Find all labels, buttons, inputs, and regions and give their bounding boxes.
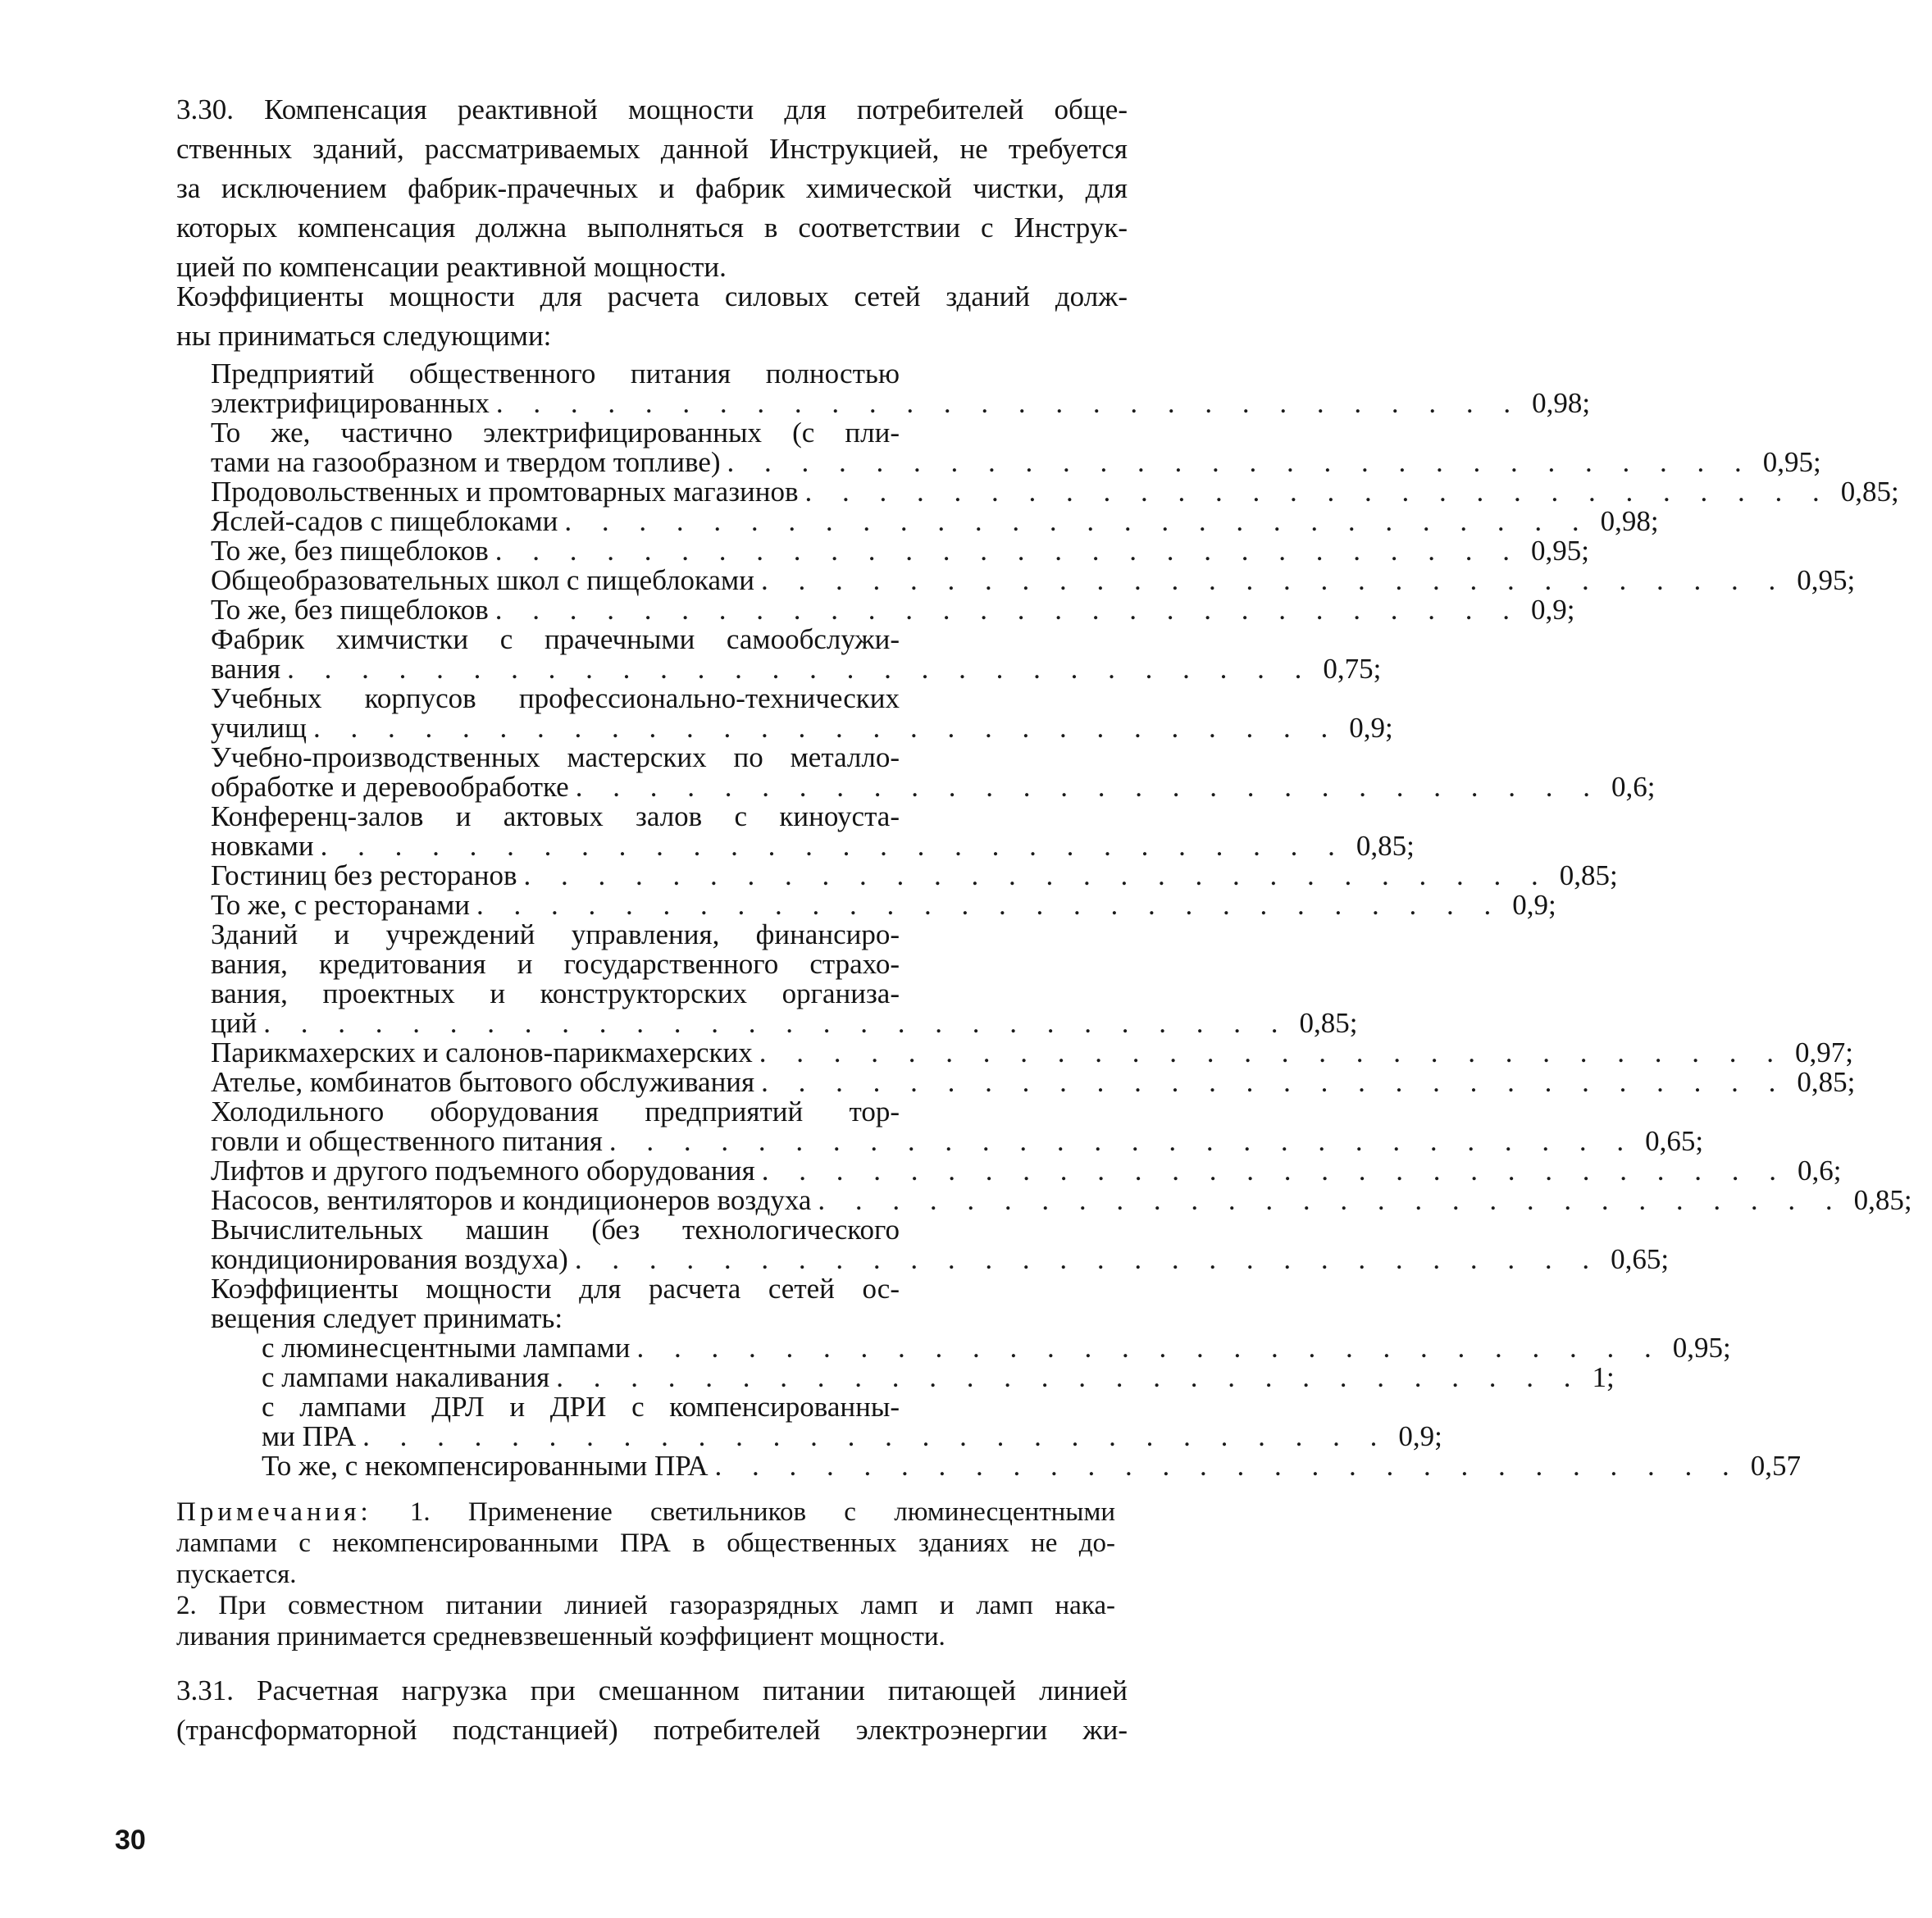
item-value-row	[211, 1243, 1670, 1275]
item-value-row	[211, 387, 1591, 419]
coefficient-item	[211, 564, 1856, 596]
dot-leader: . . . . . . . . . . . . . . . . . . . . . . . . . . . .	[476, 889, 1503, 921]
note-line: ливания принимается средневзвешенный коэффициент мощности.	[176, 1622, 945, 1651]
coefficient-item	[211, 1096, 1704, 1157]
item-value-row	[211, 1125, 1704, 1157]
coefficient-value: 1;	[1592, 1361, 1615, 1393]
coefficient-item	[211, 682, 1393, 744]
coefficient-item	[211, 417, 1821, 478]
dot-leader: . . . . . . . . . . . . . . . . . . . . . . . . . . . .	[761, 1155, 1788, 1187]
notes-label: Примечания:	[176, 1497, 372, 1527]
section-3-30	[176, 90, 1128, 287]
coefficient-value: 0,9;	[1398, 1420, 1442, 1452]
dot-leader: . . . . . . . . . . . . . . . . . . . . . . . . . . . .	[362, 1420, 1389, 1452]
item-text-line: училищ	[211, 712, 307, 744]
item-value-row	[211, 859, 1618, 891]
item-value-row	[211, 594, 1575, 626]
coefficient-item	[211, 1214, 1670, 1275]
dot-leader: . . . . . . . . . . . . . . . . . . . . . . . . . . . .	[608, 1125, 1636, 1157]
item-value-row	[211, 564, 1856, 596]
item-value-row	[262, 1450, 1802, 1482]
item-text-line: Коэффициенты мощности для расчета сетей ос-	[211, 1273, 900, 1305]
coefficient-list	[211, 358, 1912, 1482]
item-text-line: То же, без пищеблоков	[211, 535, 489, 567]
coefficient-value: 0,85;	[1840, 476, 1899, 508]
coefficient-value: 0,6;	[1611, 771, 1656, 803]
coefficient-item	[211, 623, 1382, 685]
coefficient-value: 0,6;	[1797, 1155, 1842, 1187]
item-text-line: Учебно-производственных мастерских по металло-	[211, 741, 900, 773]
dot-leader: . . . . . . . . . . . . . . . . . . . . . . . . . . . .	[263, 1007, 1290, 1039]
dot-leader: . . . . . . . . . . . . . . . . . . . . . . . . . . . .	[727, 446, 1753, 478]
dot-leader: . . . . . . . . . . . . . . . . . . . . . . . . . . . .	[312, 712, 1340, 744]
lighting-coefficient-item	[211, 1332, 1731, 1364]
item-value-row	[211, 505, 1659, 537]
dot-leader: . . . . . . . . . . . . . . . . . . . . . . . . . . . .	[759, 1036, 1785, 1068]
dot-leader: . . . . . . . . . . . . . . . . . . . . . . . . . . . .	[818, 1184, 1844, 1216]
text-line: которых компенсация должна выполняться в соответствии с Инструк-	[176, 212, 1128, 244]
item-value-row	[262, 1420, 1442, 1452]
coefficient-value: 0,57	[1750, 1450, 1802, 1482]
item-text-line: с люминесцентными лампами	[262, 1332, 631, 1364]
coefficient-value: 0,85;	[1797, 1066, 1856, 1098]
lighting-coefficient-item	[211, 1391, 1442, 1452]
coefficient-item	[211, 594, 1575, 626]
item-value-row	[211, 830, 1415, 862]
coefficient-value: 0,95;	[1672, 1332, 1731, 1364]
item-text-line: ми ПРА	[262, 1420, 357, 1452]
item-text-line: То же, с некомпенсированными ПРА	[262, 1450, 709, 1482]
item-text-line: Учебных корпусов профессионально-технических	[211, 682, 900, 714]
coefficient-value: 0,9;	[1512, 889, 1556, 921]
item-text-line: с лампами накаливания	[262, 1361, 550, 1393]
note-line: 2. При совместном питании линией газоразрядных ламп и ламп нака-	[176, 1591, 1115, 1620]
text-line: 3.30. Компенсация реактивной мощности для потребителей обще-	[176, 93, 1128, 125]
item-text-line: вания, проектных и конструкторских организа-	[211, 977, 900, 1009]
coefficient-item	[211, 1274, 1031, 1333]
item-text-line: Зданий и учреждений управления, финансиро-	[211, 918, 900, 950]
dot-leader: . . . . . . . . . . . . . . . . . . . . . . . . . . . .	[320, 830, 1346, 862]
coefficient-value: 0,98;	[1532, 387, 1591, 419]
item-value-row	[262, 1361, 1615, 1393]
item-text-line: Конференц-залов и актовых залов с киноуста-	[211, 800, 900, 832]
dot-leader: . . . . . . . . . . . . . . . . . . . . . . . . . . . .	[556, 1361, 1583, 1393]
coefficient-item	[211, 1036, 1853, 1068]
item-text-line: Продовольственных и промтоварных магазинов	[211, 476, 799, 508]
page-number: 30	[115, 1825, 146, 1856]
coefficients-intro	[176, 277, 1128, 356]
coefficient-value: 0,95;	[1531, 535, 1589, 567]
item-text-line: обработке и деревообработке	[211, 771, 569, 803]
text-line: (трансформаторной подстанцией) потребителей электроэнергии жи-	[176, 1714, 1128, 1746]
note-line: пускается.	[176, 1560, 297, 1589]
text-line: 3.31. Расчетная нагрузка при смешанном питании питающей линией	[176, 1674, 1128, 1706]
item-value-row	[211, 712, 1393, 744]
item-text-line: вещения следует принимать:	[211, 1302, 563, 1334]
item-value-row	[211, 1036, 1853, 1068]
text-line: ны приниматься следующими:	[176, 320, 552, 352]
item-value-row	[211, 446, 1821, 478]
coefficient-item	[211, 535, 1589, 567]
item-text-line: тами на газообразном и твердом топливе)	[211, 446, 721, 478]
coefficient-value: 0,95;	[1762, 446, 1821, 478]
coefficient-item	[211, 505, 1659, 537]
coefficient-value: 0,85;	[1559, 859, 1618, 891]
coefficient-value: 0,65;	[1611, 1243, 1670, 1275]
item-value-row	[211, 1155, 1842, 1187]
item-value-row	[211, 653, 1382, 685]
dot-leader: . . . . . . . . . . . . . . . . . . . . . . . . . . . .	[575, 771, 1602, 803]
coefficient-item	[211, 1184, 1912, 1216]
item-text-line: Вычислительных машин (без технологического	[211, 1214, 900, 1246]
item-text-line: Яслей-садов с пищеблоками	[211, 505, 558, 537]
item-text-line: Лифтов и другого подъемного оборудования	[211, 1155, 755, 1187]
coefficient-value: 0,65;	[1645, 1125, 1704, 1157]
item-text-line: Насосов, вентиляторов и кондиционеров воздуха	[211, 1184, 812, 1216]
item-text-line: Холодильного оборудования предприятий тор-	[211, 1096, 900, 1128]
item-text-line: Общеобразовательных школ с пищеблоками	[211, 564, 754, 596]
note-line	[176, 1497, 1115, 1528]
coefficient-item	[211, 476, 1899, 508]
dot-leader: . . . . . . . . . . . . . . . . . . . . . . . . . . . .	[523, 859, 1550, 891]
item-text-line: вания	[211, 653, 281, 685]
dot-leader: . . . . . . . . . . . . . . . . . . . . . . . . . . . .	[574, 1243, 1602, 1275]
dot-leader: . . . . . . . . . . . . . . . . . . . . . . . . . . . .	[714, 1450, 1741, 1482]
note-1-text: 1. Применение светильников с люминесцентными	[409, 1497, 1115, 1527]
item-text-line: с лампами ДРЛ и ДРИ с компенсированны-	[262, 1391, 900, 1423]
coefficient-value: 0,85;	[1299, 1007, 1358, 1039]
item-text-line: электрифицированных	[211, 387, 490, 419]
item-value-row	[211, 1304, 1031, 1333]
section-3-31	[176, 1671, 1128, 1750]
coefficient-item	[211, 358, 1591, 419]
lighting-coefficient-item	[211, 1450, 1802, 1482]
coefficient-value: 0,9;	[1349, 712, 1393, 744]
coefficient-item	[211, 1066, 1856, 1098]
coefficient-item	[211, 889, 1556, 921]
item-value-row	[211, 1066, 1856, 1098]
text-line: Коэффициенты мощности для расчета силовых сетей зданий долж-	[176, 280, 1128, 312]
dot-leader: . . . . . . . . . . . . . . . . . . . . . . . . . . . .	[636, 1332, 1663, 1364]
coefficient-item	[211, 1155, 1842, 1187]
coefficient-value: 0,85;	[1356, 830, 1415, 862]
item-text-line: вания, кредитования и государственного страхо-	[211, 948, 900, 980]
text-line: ственных зданий, рассматриваемых данной Инструкцией, не требуется	[176, 133, 1128, 165]
dot-leader: . . . . . . . . . . . . . . . . . . . . . . . . . . . .	[564, 505, 1591, 537]
item-text-line: Гостиниц без ресторанов	[211, 859, 517, 891]
item-value-row	[262, 1332, 1731, 1364]
item-text-line: кондиционирования воздуха)	[211, 1243, 568, 1275]
item-text-line: То же, с ресторанами	[211, 889, 470, 921]
dot-leader: . . . . . . . . . . . . . . . . . . . . . . . . . . . .	[804, 476, 1831, 508]
coefficient-value: 0,95;	[1797, 564, 1856, 596]
item-value-row	[211, 476, 1899, 508]
coefficient-item	[211, 741, 1656, 803]
dot-leader: . . . . . . . . . . . . . . . . . . . . . . . . . . . .	[494, 594, 1521, 626]
item-text-line: Парикмахерских и салонов-парикмахерских	[211, 1036, 753, 1068]
dot-leader: . . . . . . . . . . . . . . . . . . . . . . . . . . . .	[495, 387, 1523, 419]
note-line: лампами с некомпенсированными ПРА в общественных зданиях не до-	[176, 1528, 1115, 1558]
coefficient-item	[211, 800, 1415, 862]
item-text-line: Ателье, комбинатов бытового обслуживания	[211, 1066, 755, 1098]
item-value-row	[211, 771, 1656, 803]
item-value-row	[211, 1184, 1912, 1216]
coefficient-value: 0,97;	[1794, 1036, 1853, 1068]
dot-leader: . . . . . . . . . . . . . . . . . . . . . . . . . . . .	[761, 1066, 1788, 1098]
coefficient-item	[211, 859, 1618, 891]
item-text-line: То же, без пищеблоков	[211, 594, 489, 626]
item-text-line: То же, частично электрифицированных (с пли-	[211, 417, 900, 449]
text-line: за исключением фабрик-прачечных и фабрик химической чистки, для	[176, 172, 1128, 204]
item-text-line: Предприятий общественного питания полностью	[211, 358, 900, 390]
item-value-row	[211, 889, 1556, 921]
item-text-line: новками	[211, 830, 314, 862]
dot-leader: . . . . . . . . . . . . . . . . . . . . . . . . . . . .	[287, 653, 1314, 685]
dot-leader: . . . . . . . . . . . . . . . . . . . . . . . . . . . .	[760, 564, 1788, 596]
lighting-coefficient-item	[211, 1361, 1615, 1393]
dot-leader: . . . . . . . . . . . . . . . . . . . . . . . . . . . .	[494, 535, 1521, 567]
item-text-line: говли и общественного питания	[211, 1125, 603, 1157]
notes-block	[176, 1497, 1115, 1652]
item-value-row	[211, 1007, 1358, 1039]
coefficient-value: 0,9;	[1531, 594, 1575, 626]
item-text-line: ций	[211, 1007, 257, 1039]
item-value-row	[211, 535, 1589, 567]
coefficient-value: 0,98;	[1600, 505, 1659, 537]
coefficient-value: 0,75;	[1323, 653, 1382, 685]
coefficient-item	[211, 918, 1358, 1039]
coefficient-value: 0,85;	[1853, 1184, 1912, 1216]
text-line: цией по компенсации реактивной мощности.	[176, 251, 727, 283]
item-text-line: Фабрик химчистки с прачечными самообслужи-	[211, 623, 900, 655]
